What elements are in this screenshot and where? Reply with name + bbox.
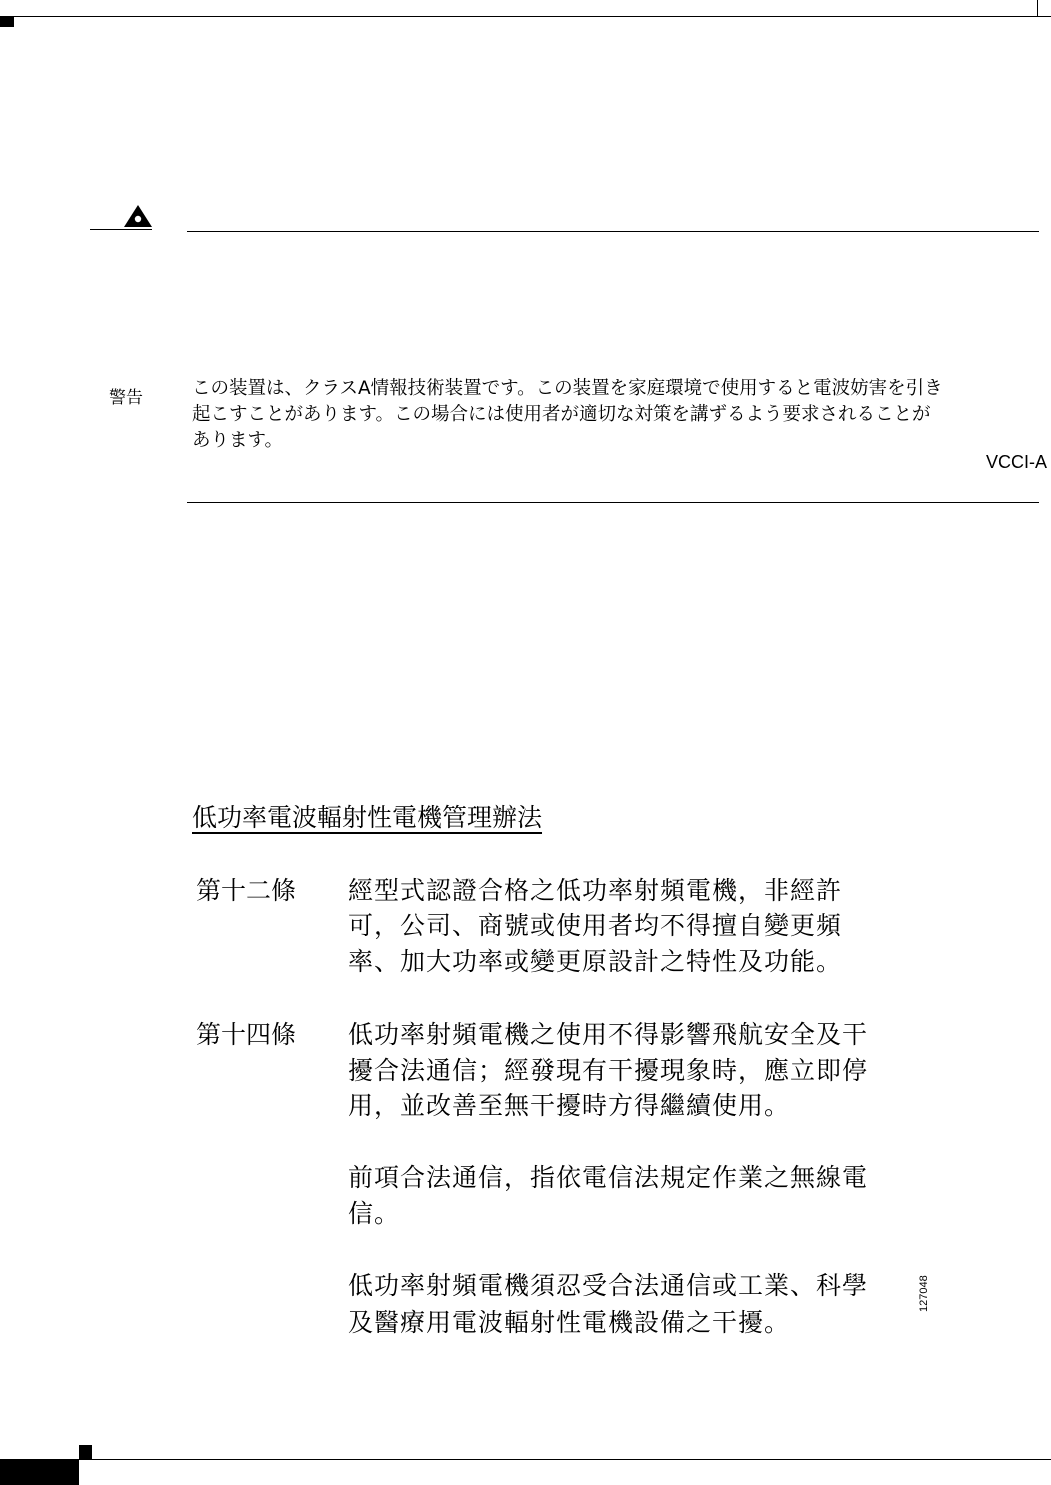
article-14-line: 低功率射頻電機須忍受合法通信或工業、科學	[348, 1271, 869, 1300]
article-12-line: 率、加大功率或變更原設計之特性及功能。	[348, 947, 843, 976]
article-14-line: 信。	[348, 1199, 401, 1228]
warning-text	[192, 376, 1048, 454]
bottom-rule	[79, 1459, 1051, 1460]
article-12-line: 可，公司、商號或使用者均不得擅自變更頻	[348, 911, 843, 940]
article-14-line: 及醫療用電波輻射性電機設備之干擾。	[348, 1308, 791, 1337]
article-14-label: 第十四條	[196, 1020, 297, 1049]
top-border	[0, 16, 1051, 17]
top-corner-mark	[0, 17, 14, 27]
warning-bottom-rule	[187, 502, 1039, 503]
regulation-title: 低功率電波輻射性電機管理辦法	[192, 803, 543, 832]
article-14-line: 前項合法通信，指依電信法規定作業之無線電	[348, 1163, 869, 1192]
bottom-page-tab	[0, 1459, 79, 1485]
top-right-border	[1037, 0, 1038, 17]
article-14-line: 擾合法通信；經發現有干擾現象時，應立即停	[348, 1056, 869, 1085]
figure-number: 127048	[918, 1275, 930, 1312]
article-12-line: 經型式認證合格之低功率射頻電機，非經許	[348, 876, 843, 905]
warning-line: 起こすことがあります。この場合には使用者が適切な対策を講ずるよう要求されることが	[192, 404, 931, 425]
warning-label: 警告	[109, 388, 143, 408]
caution-icon-underline	[90, 229, 152, 230]
article-12-label: 第十二條	[196, 876, 297, 905]
bottom-small-mark	[79, 1445, 92, 1459]
article-14-line: 用，並改善至無干擾時方得繼續使用。	[348, 1091, 791, 1120]
vcci-code: VCCI-A	[985, 452, 1047, 472]
warning-line: あります。	[192, 430, 284, 451]
warning-top-rule	[187, 231, 1039, 232]
warning-line: この装置は、クラスA情報技術装置です。この装置を家庭環境で使用すると電波妨害を引き	[192, 378, 943, 399]
article-14-line: 低功率射頻電機之使用不得影響飛航安全及干	[348, 1020, 869, 1049]
